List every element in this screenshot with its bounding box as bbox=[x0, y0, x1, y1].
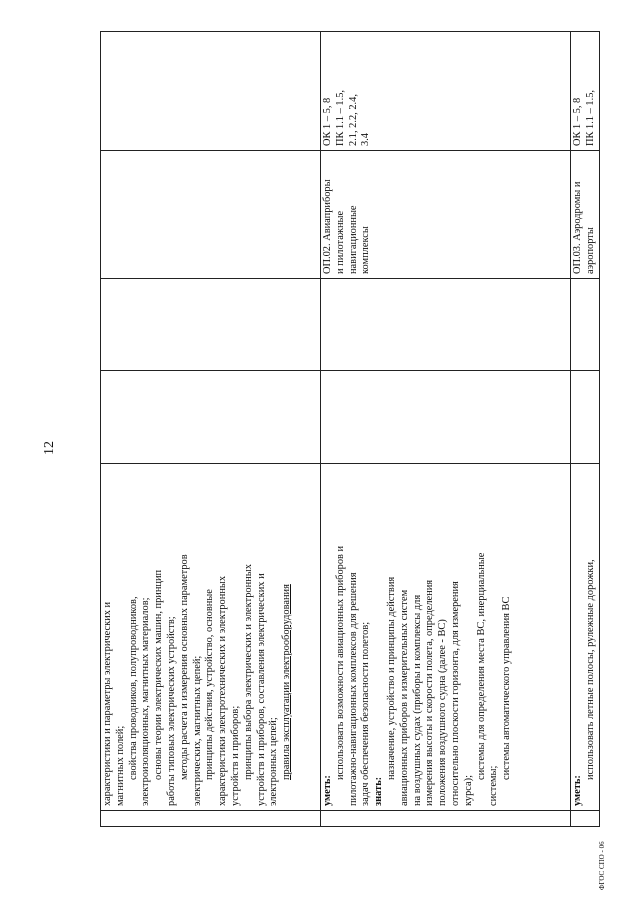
content-line: устройств и приборов; bbox=[229, 705, 241, 806]
content-line: уметь: bbox=[572, 775, 583, 806]
discipline-line: навигационные bbox=[347, 205, 359, 274]
content-line: электроизоляционных, магнитных материалов; bbox=[140, 597, 152, 806]
table-row bbox=[321, 32, 571, 827]
index-cell bbox=[571, 811, 600, 827]
index-cell bbox=[101, 811, 321, 827]
content-line: принципы выбора электрических и электронных bbox=[242, 564, 254, 780]
discipline-line: ОП.03. Аэродромы и bbox=[572, 181, 583, 274]
content-line: системы автоматического управления ВС bbox=[501, 596, 513, 780]
content-line: магнитных полей; bbox=[114, 725, 126, 806]
content-line: измерения высоты и скорости полета, определения bbox=[424, 579, 436, 806]
rotated-table-container bbox=[100, 32, 596, 827]
content-line: авиационных приборов и измерительных систем bbox=[398, 589, 410, 806]
content-line: свойства проводников, полупроводников, bbox=[127, 596, 139, 780]
content-line: на воздушных судах (приборы и комплексы для bbox=[411, 594, 423, 806]
content-line: курса); bbox=[462, 775, 474, 806]
discipline-line: комплексы bbox=[360, 226, 372, 274]
content-line: характеристики и параметры электрических и bbox=[102, 601, 113, 806]
content-line: пилотажно-навигационных комплексов для решения bbox=[347, 572, 359, 806]
discipline-line: ОП.02. Авиаприборы bbox=[322, 179, 333, 274]
competence-line: ПК 1.1 – 1.5, bbox=[334, 90, 346, 146]
standards-table bbox=[100, 31, 600, 827]
content-line: уметь: bbox=[322, 775, 333, 806]
content-line: задач обеспечения безопасности полетов; bbox=[360, 621, 372, 806]
content-line: устройств и приборов, составления электрических и bbox=[255, 573, 267, 806]
content-line: относительно плоскости горизонта, для измерения bbox=[449, 581, 461, 806]
competence-cell bbox=[571, 32, 600, 151]
empty-cell bbox=[101, 371, 321, 464]
discipline-cell bbox=[321, 151, 571, 279]
competence-line: 3.4 bbox=[360, 133, 372, 146]
content-cell bbox=[101, 464, 321, 811]
content-line: назначение, устройство и принципы действия bbox=[385, 576, 397, 780]
table-wrap bbox=[100, 32, 596, 827]
content-cell bbox=[571, 464, 600, 811]
content-line: методы расчета и измерения основных параметров bbox=[178, 554, 190, 780]
content-line: характеристики электротехнических и электронных bbox=[217, 575, 229, 806]
table-row bbox=[101, 32, 321, 827]
index-cell bbox=[321, 811, 571, 827]
empty-cell bbox=[571, 371, 600, 464]
content-line: электронных цепей; bbox=[268, 717, 280, 806]
content-cell bbox=[321, 464, 571, 811]
content-line: использовать возможности авиационных приборов и bbox=[334, 545, 346, 780]
discipline-line: аэропорты bbox=[584, 227, 596, 274]
empty-cell bbox=[321, 371, 571, 464]
content-line: принципы действия, устройство, основные bbox=[204, 589, 216, 780]
competence-line: ОК 1 – 5, 8 bbox=[322, 97, 333, 146]
competence-line: 2.1, 2.2, 2.4, bbox=[347, 94, 359, 146]
competence-line: ОК 1 – 5, 8 bbox=[572, 97, 583, 146]
discipline-line: и пилотажные bbox=[334, 210, 346, 274]
content-line: основы теории электрических машин, принцип bbox=[153, 569, 165, 780]
content-line: положения воздушного судна (далее - ВС) bbox=[437, 619, 449, 806]
empty-cell bbox=[571, 279, 600, 371]
content-line: работы типовых электрических устройств; bbox=[165, 616, 177, 806]
table-row bbox=[571, 32, 600, 827]
content-line: правила эксплуатации электрооборудования bbox=[281, 584, 293, 780]
content-line: знать: bbox=[373, 776, 385, 806]
competence-line: ПК 1.1 – 1.5, bbox=[584, 90, 596, 146]
content-line: использовать летные полосы, рулежные дорожки, bbox=[584, 559, 596, 780]
competence-cell bbox=[101, 32, 321, 151]
discipline-cell bbox=[571, 151, 600, 279]
competence-cell bbox=[321, 32, 571, 151]
footer-code: ФГОС СПО - 06 bbox=[598, 841, 606, 890]
content-line: системы для определения места ВС, инерциальные bbox=[475, 552, 487, 780]
page-number: 12 bbox=[42, 441, 57, 455]
empty-cell bbox=[101, 279, 321, 371]
discipline-cell bbox=[101, 151, 321, 279]
content-line: системы; bbox=[488, 765, 500, 806]
content-line: электрических, магнитных цепей; bbox=[191, 655, 203, 806]
empty-cell bbox=[321, 279, 571, 371]
